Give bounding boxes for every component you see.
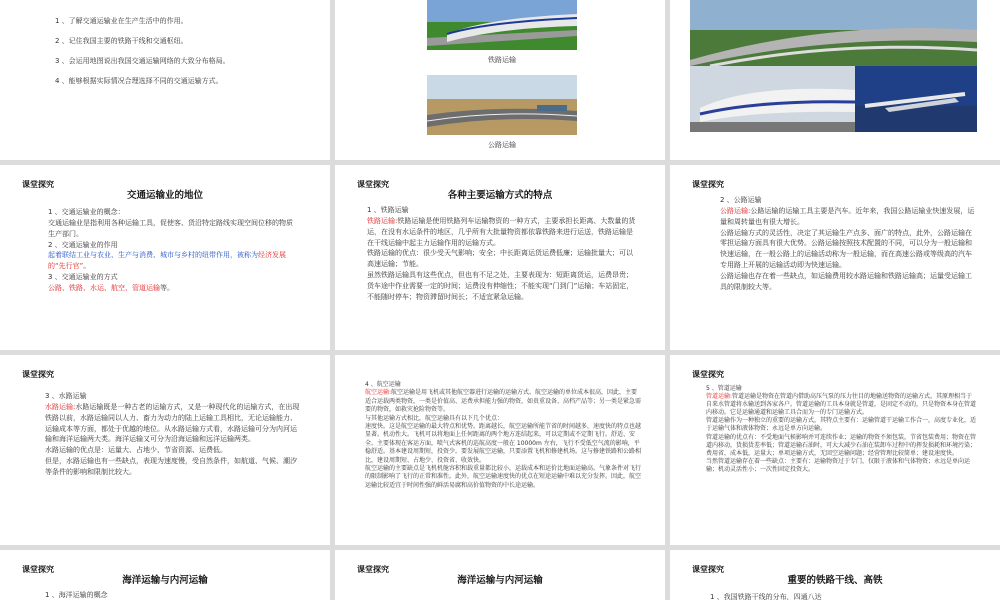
road-keyword: 公路运输: (720, 206, 751, 215)
role-end: 。 (83, 262, 91, 271)
rail-keyword: 铁路运输: (367, 216, 398, 225)
road-definition (720, 206, 978, 228)
railway-lines-heading: 1 、我国铁路干线的分布，四通八达 (710, 593, 822, 600)
water-keyword: 水路运输: (45, 402, 76, 411)
water-text: 水路运输既是一种古老的运输方式，又是一种现代化的运输方式，在出现铁路以前，水路运输同以人力、畜力为动力的陆上运输工具相比，无论运输能力、运输成本等方面，都处于优越的地位。从水路运输方式看，水路运输可分为内河运输和海洋运输两大类。海洋运输又可分为沿海运输和远洋运输两类。 (45, 402, 300, 444)
slide-water-transport (0, 355, 330, 545)
slide-body (720, 195, 978, 293)
role-heading: 2 、交通运输业的作用 (48, 240, 118, 249)
water-disadvantages: 但是，水路运输也有一些缺点，表现为速度慢，受自然条件，如航道、气候、潮汐等条件的影响和限制比较大。 (45, 457, 297, 476)
slide-objectives (0, 0, 330, 160)
concept-heading: 1 、交通运输业的概念： (48, 208, 125, 216)
road-heading: 2 、公路运输 (720, 196, 762, 204)
water-heading: 3 、水路运输 (45, 392, 87, 400)
highway-photo (690, 0, 977, 66)
pipeline-disadvantages: 当然管道运输存在着一些缺点：主要有：运输物资过于专门，仅限于液体和气体物资；永远是单向运输；机动灵活性小；一次性固定投资大。 (706, 457, 971, 473)
objectives-list (55, 18, 315, 85)
role-text (48, 250, 293, 272)
slide-tag: 课堂探究 (692, 370, 724, 379)
road-text: 公路运输的运输工具主要是汽车。近年来，我国公路运输业快速发展，运量和周转量也有很大增长。 (720, 206, 975, 226)
water-advantages: 水路运输的优点是：运量大、占地少、节省资源、运费低。 (45, 446, 227, 455)
rail-advantages: 铁路运输的优点：很少受天气影响；安全；中长距离运货运费低廉；运输批量大；可以高速运输；节能。 (367, 249, 633, 269)
train-photo (690, 66, 855, 132)
slide-body (45, 391, 300, 478)
modes-text (48, 283, 293, 294)
slide-ocean-inland-2 (335, 550, 665, 600)
slide-tag: 课堂探究 (22, 370, 54, 379)
slide-title: 交通运输业的地位 (126, 190, 203, 201)
slide-tag: 课堂探究 (357, 180, 389, 189)
objective-3: 3 、会运用地图说出我国交通运输网络的大致分布格局。 (55, 57, 230, 65)
air-definition (365, 389, 643, 414)
rail-caption: 铁路运输 (488, 56, 516, 64)
slide-title: 海洋运输与内河运输 (457, 575, 543, 586)
slide-transport-collage (670, 0, 1000, 160)
slide-body (48, 207, 293, 294)
pipeline-photo (855, 66, 977, 132)
road-photo (427, 75, 577, 135)
water-definition (45, 402, 300, 445)
modes-heading: 3 、交通运输业的方式 (48, 273, 118, 282)
slide-body (706, 385, 978, 474)
pipeline-heading: 5 、管道运输 (706, 385, 742, 392)
role-text-main: 起着联结工业与农业、生产与消费、城市与乡村的纽带作用，被称为 (48, 251, 258, 260)
ocean-concept-heading: 1 、海洋运输的概念 (45, 591, 108, 599)
slide-pipeline-transport (670, 355, 1000, 545)
rail-disadvantages: 虽然铁路运输具有这些优点，但也有不足之处，主要表现为：短距离货运，运费昂贵；货车途中作业需要一定的时间；运费没有伸缩性；不能实现“门到门”运输；车站固定，不能随时停车；物资滞留时间长；不适宜紧急运输。 (367, 271, 634, 301)
air-advantages-intro: 与其他运输方式相比，航空运输具有以下几个优点： (365, 414, 504, 422)
slide-body (365, 381, 643, 490)
objective-4: 4 、能够根据实际情况合理选择不同的交通运输方式。 (55, 77, 223, 85)
air-heading: 4 、航空运输 (365, 381, 401, 388)
slide-transport-status (0, 165, 330, 350)
slide-title: 重要的铁路干线、高铁 (787, 575, 883, 586)
pipeline-definition (706, 393, 978, 417)
pipeline-features: 管道运输作为一种独立的重要的运输方式，其特点主要有：运输管道干运输工作合一，高度专业化，适于运输气体和液体物资；永远是单方向运输。 (706, 417, 977, 433)
slide-road-transport (670, 165, 1000, 350)
air-advantages: 速度快。这是航空运输的最大特点和优势。距离越长，航空运输所能节省的时间越多，速度快的特点也越显著。机动性大。飞机可以将地面上任何距离的两个地方连结起来，可以定期或不定期飞行。舒适、安全。主要体现在客运方面，喷气式客机的巡航高度一般在 10000m 左右，飞行不受低空气流的影响，平稳舒适。基本建设周期短，投资少。要发展航空运输，只要添置飞机和修建机场。这与修建铁路和公路相比，建设周期短、占地少、投资省、收效快。 (365, 422, 642, 464)
rail-definition (367, 216, 639, 249)
slide-rail-transport (335, 165, 665, 350)
slide-ocean-inland-1 (0, 550, 330, 600)
role-highlight: 经济发展的“先行官” (48, 251, 286, 271)
slide-tag: 课堂探究 (22, 180, 54, 189)
slide-rail-road-photos (335, 0, 665, 160)
objective-2: 2 、记住我国主要的铁路干线和交通枢纽。 (55, 37, 188, 45)
road-features: 公路运输方式的灵活性，决定了其运输生产点多、面广的特点，此外，公路运输在零担运输方面具有很大优势。公路运输按照技术配置的不同，可以分为一般运输和快速运输，在一般公路上的运输活动称为一般运输，而在高速公路或等级高的汽车专用路上开展的运输活动即为快速运输。 (720, 228, 972, 270)
slide-air-transport (335, 355, 665, 545)
pipeline-text: 管道运输是物资在管道内借助高压气泵的压力往目的地输送物资的运输方式。其原理相当于自来水管道将水输送到各家各户。管道运输的工具本身就是管道，是固定不动的，只是物资本身在管道内移动。它是运输通道和运输工具合而为一的专门运输方式。 (706, 393, 977, 417)
slide-tag: 课堂探究 (22, 565, 54, 574)
rail-photo (427, 0, 577, 50)
air-text: 航空运输是用飞机或其他航空器进行运输的运输方式。航空运输的单位成本很高，因此，主要适合运载两类物资，一类是价值高、运费承担能力强的物资，如贵重设备、高档产品等；另一类是紧急需要的物资，如救灾抢险物资等。 (365, 389, 642, 414)
slide-body (367, 205, 639, 303)
air-keyword: 航空运输: (365, 389, 392, 397)
slide-title: 各种主要运输方式的特点 (447, 190, 553, 201)
slide-tag: 课堂探究 (692, 565, 724, 574)
slide-title: 海洋运输与内河运输 (122, 575, 208, 586)
slide-railway-lines (670, 550, 1000, 600)
modes-end: 等。 (160, 283, 174, 292)
slide-tag: 课堂探究 (692, 180, 724, 189)
modes-list: 公路、铁路、水运、航空、管道运输 (48, 283, 160, 292)
rail-heading: 1 、铁路运输 (367, 206, 409, 214)
slide-tag: 课堂探究 (357, 565, 389, 574)
concept-text: 交通运输业是指利用各种运输工具，促使客、货沿特定路线实现空间位移的物质生产部门。 (48, 218, 293, 238)
pipeline-advantages: 管道运输的优点有：不受地面气候影响并可连续作业；运输的物资不须包装，节省包装费用；物资在管道内移动，货损货差率低；管道运输石油时，可大大减少石油在装卸车过程中的挥发损耗和环境污染；费用省，成本低，运量大；单项运输方式，无回空运输问题；经营管理比较简单；建设速度快。 (706, 433, 977, 457)
rail-text: 铁路运输是使用铁路列车运输物资的一种方式，主要承担长距离、大数量的货运，在没有水运条件的地区，几乎所有大批量物资都依靠铁路来进行运送，铁路运输是在干线运输中起主力运输作用的运输方式。 (367, 216, 636, 247)
objective-1: 1 、了解交通运输业在生产生活中的作用。 (55, 17, 188, 25)
road-caption: 公路运输 (488, 141, 516, 149)
road-disadvantages: 公路运输也存在着一些缺点，如运输费用较水路运输和铁路运输高；运量受运输工具的限制较大等。 (720, 271, 972, 291)
pipeline-keyword: 管道运输: (706, 393, 733, 401)
air-disadvantages: 航空运输的主要缺点是飞机机舱容积和载重量都比较小，运载成本和运价比地面运输高。气象条件对飞行的限制影响了飞行的正常和准性。此外，航空运输速度快的优点在短途运输中难以充分发挥。因此，航空运输比较适宜于时间性强的鲜活易腐和高价值物资的中长途运输。 (365, 464, 642, 489)
